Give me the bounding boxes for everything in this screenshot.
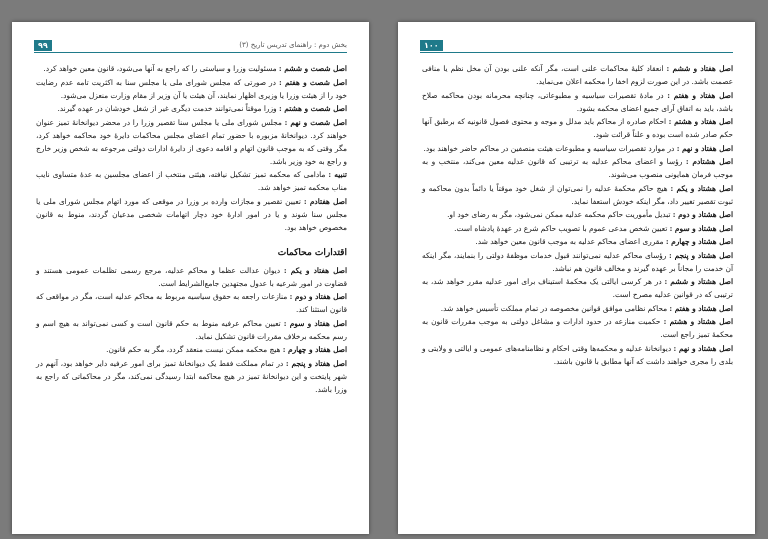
article-text: تعیین تقصیر و مجازات وارده بر وزرا در موقعی که مورد اتهام مجلس شورای ملی یا مجلس سنا شوند و یا در امور ادارهٔ خود دچار اتهامات شخصی مدعیان گردند، منوط به قانون مخصوص خواهد بود. <box>36 196 347 232</box>
article-paragraph <box>36 76 347 102</box>
article-paragraph <box>36 62 347 75</box>
article-label: اصل هفتاد و پنجم : <box>285 358 347 368</box>
article-label: اصل شصت و ششم : <box>278 64 347 73</box>
article-text: هیچ محکمه ممکن نیست منعقد گردد، مگر به حکم قانون. <box>106 345 283 354</box>
article-label: اصل هشتادم : <box>685 157 733 166</box>
article-label: تنبیه : <box>328 170 347 179</box>
article-label: اصل هشتاد و هفتم : <box>669 303 733 313</box>
article-paragraph <box>422 235 733 248</box>
article-text: حکمیت منازعه در حدود ادارات و مشاغل دولتی به موجب مقررات قانون به محکمهٔ تمیز راجع است. <box>422 317 733 339</box>
article-label: اصل هفتاد و دوم : <box>289 292 347 301</box>
article-paragraph <box>422 342 733 368</box>
article-paragraph <box>422 115 733 141</box>
article-text: مسئولیت وزرا و سیاستی را که راجع به آنها می‌شود، قانون معین خواهد کرد. <box>43 64 279 73</box>
right-page-header <box>420 40 733 53</box>
article-paragraph <box>422 249 733 275</box>
article-text: در تمام مملکت فقط یک دیوانخانهٔ تمیز برای امور عرفیه دایر خواهد بود، آنهم در شهر پایتخت و این دیوانخانهٔ تمیز در هیچ محاکمه ابتدا رسیدگی نمی‌کند، مگر در محاکماتی که راجع به وزرا باشد. <box>36 358 347 394</box>
right-page <box>398 22 755 534</box>
left-page-body <box>36 62 347 396</box>
article-paragraph <box>36 264 347 290</box>
article-paragraph <box>422 155 733 181</box>
article-paragraph <box>36 168 347 194</box>
article-paragraph <box>422 182 733 208</box>
article-text: تبدیل مأموریت حاکم محکمه عدلیه ممکن نمی‌شود، مگر به رضای خود او. <box>447 210 673 219</box>
article-text: مجلس شورای ملی یا مجلس سنا تقصیر وزرا را در محضر دیوانخانهٔ تمیز عنوان خواهند کرد. دیوانخانهٔ مزبوره با حضور تمام اعضای مجلس محاکمات دایرهٔ خود محاکمه خواهد کرد، مگر وقتی که به موجب قانون اتهام و اقامه دعوی از دایرهٔ ادارات دولتی مرجوعه به شخص وزیر خارج و راجع به خود وزیر باشد. <box>36 117 347 166</box>
article-label: اصل هشتاد و دوم : <box>672 210 733 219</box>
article-text: منازعات راجعه به حقوق سیاسیه مربوط به محاکم عدلیه است، مگر در مواقعی که قانون استثنا کند. <box>36 292 347 314</box>
article-label: اصل هفتادم : <box>303 196 347 206</box>
article-label: اصل هشتاد و چهارم : <box>665 237 733 246</box>
article-label: اصل شصت و هشتم : <box>278 104 347 113</box>
article-label: اصل هفتاد و هفتم : <box>667 90 733 100</box>
article-label: اصل هفتاد و چهارم : <box>282 345 347 354</box>
article-text: دیوان عدالت عظما و محاکم عدلیه، مرجع رسمی تظلمات عمومی هستند و قضاوت در امور شرعیه با عدول مجتهدین جامع‌الشرایط است. <box>36 265 347 288</box>
right-page-body <box>422 62 733 368</box>
article-text: انعقاد کلیهٔ محاکمات علنی است، مگر آنکه علنی بودن آن مخل نظم یا منافی عصمت باشد. در این صورت لزوم اخفا را محکمه اعلان می‌نماید. <box>422 64 733 86</box>
left-page <box>12 22 369 534</box>
article-paragraph <box>422 315 733 341</box>
article-label: اصل هشتاد و پنجم : <box>668 250 733 260</box>
article-text: در موارد تقصیرات سیاسیه و مطبوعات هیئت منصفین در محاکم حاضر خواهند بود. <box>423 143 677 153</box>
article-paragraph <box>36 357 347 396</box>
article-text: در صورتی که مجلس شورای ملی یا مجلس سنا به اکثریت تامه عدم رضایت خود را از هیئت وزرا یا وزیری اظهار نمایند، آن هیئت یا آن وزیر از مقام وزارت منعزل می‌شود. <box>36 77 347 100</box>
article-text: رؤسا و اعضای محاکم عدلیه به ترتیبی که قانون عدلیه معین می‌کند، منتخب و به موجب فرمان همایونی منصوب می‌شوند. <box>422 157 733 179</box>
article-label: اصل هفتاد و هشتم : <box>668 117 733 126</box>
article-label: اصل هفتاد و نهم : <box>676 143 733 153</box>
article-paragraph <box>422 222 733 235</box>
article-paragraph <box>422 208 733 221</box>
article-paragraph <box>36 116 347 168</box>
article-paragraph <box>36 102 347 115</box>
article-paragraph <box>422 302 733 315</box>
article-text: دیوانخانهٔ عدلیه و محکمه‌ها وقتی احکام و نظامنامه‌های عمومی و ایالتی و ولایتی و بلدی را مجری خواهند داشت که آنها مطابق با قانون باشند. <box>422 343 733 366</box>
article-label: اصل هشتاد و یکم : <box>670 183 734 193</box>
article-label: اصل هشتاد و هشتم : <box>663 317 733 326</box>
article-paragraph <box>422 275 733 301</box>
article-label: اصل هفتاد و یکم : <box>283 265 348 275</box>
article-label: اصل هشتاد و ششم : <box>664 277 734 286</box>
right-page-number: ۱۰۰ <box>420 40 443 51</box>
article-paragraph <box>36 290 347 316</box>
article-text: احکام صادره از محاکم باید مدلل و موجه و محتوی فصول قانونیه که برطبق آنها حکم صادر شده است بوده و علناً قرائت شود. <box>422 117 733 139</box>
article-paragraph <box>36 343 347 356</box>
article-text: مقرری اعضای محاکم عدلیه به موجب قانون معین خواهد شد. <box>475 237 666 246</box>
article-label: اصل هفتاد و ششم : <box>666 64 733 73</box>
left-running-title: بخش دوم : راهنمای تدریس تاریخ (۳) <box>239 41 347 49</box>
article-paragraph <box>422 142 733 155</box>
article-label: اصل هشتاد و نهم : <box>673 343 733 353</box>
article-paragraph <box>36 195 347 234</box>
article-paragraph <box>36 317 347 343</box>
article-text: وزرا موقتاً نمی‌توانند خدمت دیگری غیر از شغل خودشان در عهده گیرند. <box>57 104 279 113</box>
article-text: تعیین محاکم عرفیه منوط به حکم قانون است و کسی نمی‌تواند به هیچ اسم و رسم محکمه برخلاف مقررات قانون تشکیل نماید. <box>36 318 347 341</box>
left-page-number: ۹۹ <box>34 40 52 51</box>
article-text: تعیین شخص مدعی عموم با تصویب حاکم شرع در عهدهٔ پادشاه است. <box>454 223 670 233</box>
article-text: رؤسای محاکم عدلیه نمی‌توانند قبول خدمات موظفهٔ دولتی را بنمایند، مگر اینکه آن خدمت را مجاناً بر عهده گیرند و مخالف قانون هم نباشد. <box>422 250 733 273</box>
article-text: هیچ حاکم محکمهٔ عدلیه را نمی‌توان از شغل خود موقتاً یا دائماً بدون محاکمه و ثبوت تقصیر تغییر داد، مگر اینکه خودش استعفا نماید. <box>422 183 733 206</box>
article-label: اصل هشتاد و سوم : <box>669 223 733 233</box>
article-text: محاکم نظامی موافق قوانین مخصوصه در تمام مملکت تأسیس خواهد شد. <box>440 303 670 313</box>
article-text: در هر کرسی ایالتی یک محکمهٔ استیناف برای امور عدلیه مقرر خواهد شد، به ترتیبی که در قوانین عدلیه مصرح است. <box>422 277 733 299</box>
article-paragraph <box>422 89 733 115</box>
article-text: مادامی که محکمه تمیز تشکیل نیافته، هیئتی منتخب از اعضای مجلسین به عدهٔ متساوی نایب مناب محکمه تمیز خواهد شد. <box>36 170 347 192</box>
article-text: در مادهٔ تقصیرات سیاسیه و مطبوعاتی، چنانچه محرمانه بودن محاکمه صلاح باشد، باید به اتفاق آرای جمیع اعضای محکمه بشود. <box>422 90 733 113</box>
article-label: اصل هفتاد و سوم : <box>283 318 347 328</box>
article-paragraph <box>422 62 733 88</box>
article-label: اصل شصت و نهم : <box>284 117 347 127</box>
section-title: اقتدارات محاکمات <box>277 247 347 258</box>
left-page-header <box>34 40 347 53</box>
article-label: اصل شصت و هفتم : <box>278 77 347 87</box>
